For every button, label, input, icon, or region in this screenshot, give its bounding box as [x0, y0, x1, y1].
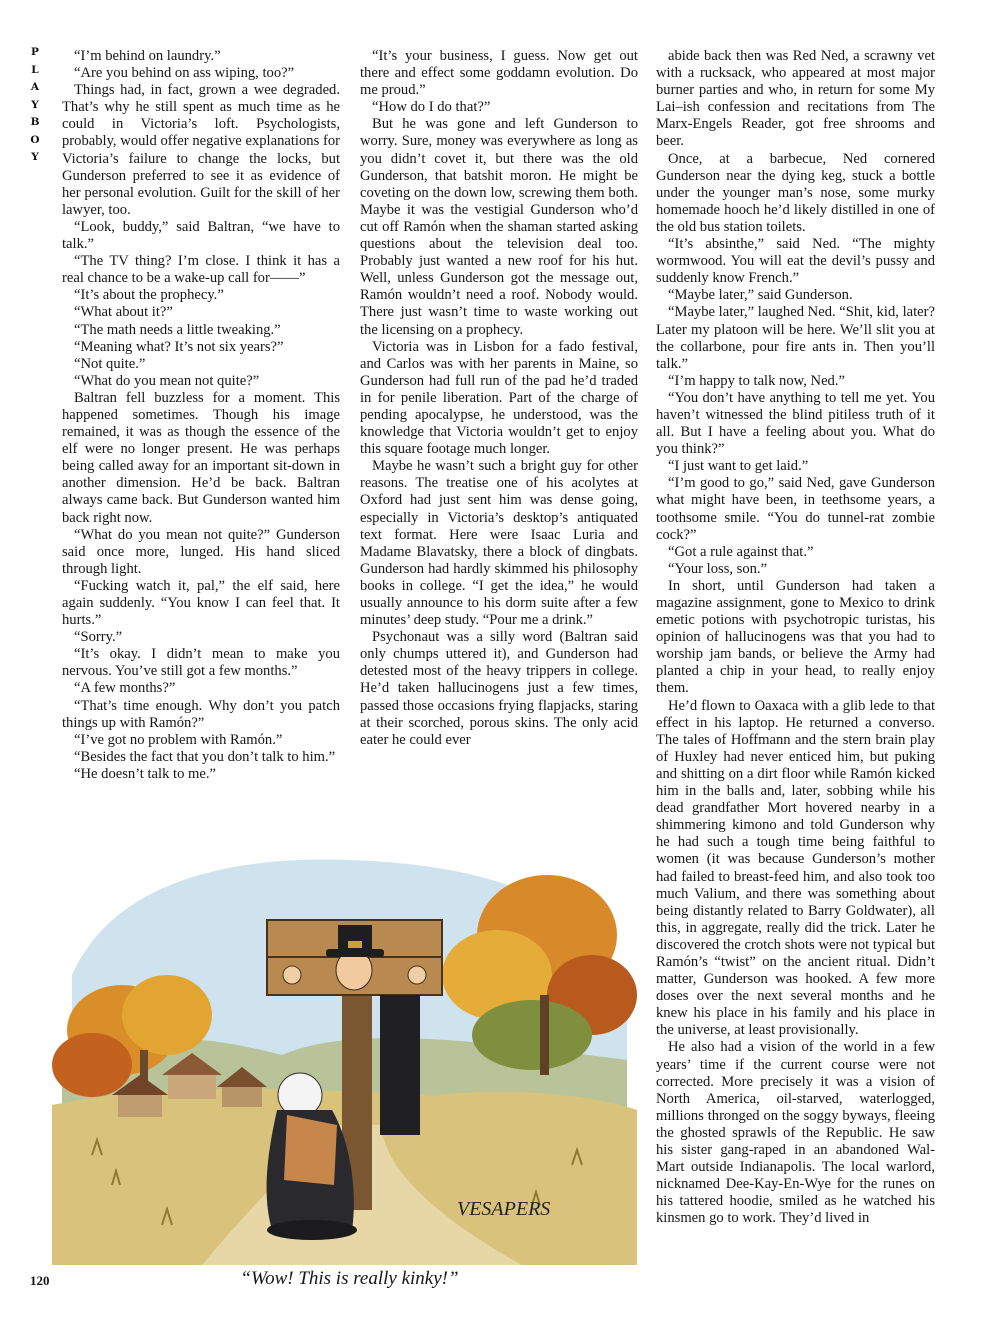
paragraph: “The math needs a little tweaking.” [74, 321, 281, 338]
paragraph: “I’m behind on laundry.” [74, 48, 221, 64]
paragraph: “Your loss, son.” [668, 560, 768, 577]
paragraph: He also had a vision of the world in a few years’ time if the current course were not corrected. More precisely it was a vision of North America, oil-starved, waterlogged, millions thronged on the soggy byways, fleeing the ghosted sprawls of the Republic. He saw his sister gang-raped in an abandoned Wal-Mart outside Indianapolis. The local warlord, nicknamed Dee-Kay-En-Wye for the runes on his tattered hoodie, smiled as he watched his kinsmen go to work. They’d lived in [656, 1039, 935, 1227]
paragraph: Victoria was in Lisbon for a fado festival, and Carlos was with her parents in Maine, so Gunderson had full run of the pad he’d traded in for penile liberation. Part of the charge of pending apocalypse, he understood, was the knowledge that Victoria wouldn’t get to enjoy this square footage much longer. [360, 338, 638, 458]
paragraph: “What do you mean not quite?” Gunderson said once more, lunged. His hand sliced through light. [62, 526, 340, 577]
paragraph: “I’ve got no problem with Ramón.” [74, 731, 283, 748]
paragraph: “It’s about the prophecy.” [74, 287, 224, 304]
paragraph: “You don’t have anything to tell me yet. You haven’t witnessed the blind pitiless truth of it all. But I have a feeling about you. What do you think?” [656, 389, 935, 458]
magazine-running-head [26, 44, 44, 167]
paragraph: Maybe he wasn’t such a bright guy for other reasons. The treatise one of his acolytes at Oxford had just sent him was dense going, especially in Victoria’s desktop’s antiquated text format. Here were Isaac Luria and Madame Blavatsky, there a block of dingbats. Gunderson had hardly skimmed his philosophy books in college. “I get the idea,” he would usually announce to his dorm suite after a few minutes’ deep study. “Pour me a drink.” [360, 458, 638, 629]
paragraph: “I just want to get laid.” [668, 458, 809, 475]
paragraph: “It’s absinthe,” said Ned. “The mighty wormwood. You will eat the devil’s pussy and suddenly know French.” [656, 236, 935, 287]
paragraph: “Look, buddy,” said Baltran, “we have to talk.” [62, 218, 340, 253]
text-column-2 [360, 48, 638, 749]
paragraph: “Fucking watch it, pal,” the elf said, here again suddenly. “You know I can feel that. It hurts.” [62, 577, 340, 629]
cartoon-illustration [52, 825, 637, 1265]
cartoon-caption: “Wow! This is really kinky!” [240, 1268, 459, 1289]
paragraph: Things had, in fact, grown a wee degraded. That’s why he still spent as much time as he could in Victoria’s loft. Psychologists, probably, would offer negative explanations for Victoria’s failure to change the locks, but Gunderson preferred to see it as evidence of her personal evolution. Guilt for the skill of her lawyer, too. [62, 82, 340, 218]
paragraph: “He doesn’t talk to me.” [74, 765, 216, 782]
paragraph: “Meaning what? It’s not six years?” [74, 338, 284, 355]
running-head-letter: O [30, 133, 40, 146]
running-head-letter: P [31, 46, 39, 58]
page-number: 120 [30, 1273, 50, 1288]
paragraph: “I’m happy to talk now, Ned.” [668, 372, 845, 389]
running-head-letter: Y [31, 98, 39, 111]
paragraph: “How do I do that?” [372, 99, 491, 116]
paragraph: abide back then was Red Ned, a scrawny vet with a rucksack, who appeared at most major burner parties and who, in return for some My Lai–ish confession and recitations from The Marx-Engels Reader, got free shrooms and beer. [656, 48, 935, 150]
paragraph: Psychonaut was a silly word (Baltran said only chumps uttered it), and Gunderson had detested most of the heavy trippers in college. He’d taken hallucinogens just a few times, passed those occasions frying flapjacks, staring at their scorched, porous skins. The only acid eater he could ever [360, 629, 638, 748]
paragraph: “The TV thing? I’m close. I think it has a real chance to be a wake-up call for——” [62, 253, 340, 287]
paragraph: “Besides the fact that you don’t talk to him.” [74, 748, 336, 765]
running-head-letter: L [31, 63, 39, 76]
paragraph: He’d flown to Oaxaca with a glib lede to that effect in his laptop. He returned a converso. The tales of Hoffmann and the stern brain play of Huxley had never enticed him, but puking and shitting on a dirt floor while Ramón kicked him in the balls and, later, sobbing while his dead grandfather Mort hovered nearby in a shimmering kimono and told Gunderson why he had such a tough time being faithful to women (it was because Gunderson’s mother had failed to breast-feed him, and also took too much Valium, and there was something about being distantly related to Barry Goldwater), all this, in aggregate, really did the trick. Later he discovered the crotch shots were not typical but Ramón’s “twist” on the ancient ritual. Didn’t matter, Gunderson was hooked. A few more doses over the next several months and he knew his place in his family and his place in the universe, at least provisionally. [656, 697, 935, 1039]
paragraph: Once, at a barbecue, Ned cornered Gunderson near the dying keg, stuck a bottle under the younger man’s nose, some murky homemade hooch he’d likely distilled in one of the old bus station toilets. [656, 150, 935, 235]
text-column-1 [62, 48, 340, 783]
paragraph: “That’s time enough. Why don’t you patch things up with Ramón?” [62, 697, 340, 731]
paragraph: “Got a rule against that.” [668, 543, 814, 560]
paragraph: “It’s your business, I guess. Now get out there and effect some goddamn evolution. Do me proud.” [360, 48, 638, 99]
paragraph: “Sorry.” [74, 629, 123, 646]
paragraph: “I’m good to go,” said Ned, gave Gunderson what might have been, in teethsome years, a toothsome smile. “You do tunnel-rat zombie cock?” [656, 475, 935, 543]
paragraph: “What about it?” [74, 304, 173, 321]
paragraph: “Maybe later,” laughed Ned. “Shit, kid, later? Later my platoon will be here. We’ll slit you at the collarbone, pour fire ants in. Then you’ll talk.” [656, 304, 935, 372]
paragraph: “A few months?” [74, 680, 176, 697]
paragraph: “It’s okay. I didn’t mean to make you nervous. You’ve still got a few months.” [62, 646, 340, 680]
paragraph: But he was gone and left Gunderson to worry. Sure, money was everywhere as long as you didn’t covet it, but there was the old Gunderson, that batshit moron. He might be coveting on the down low, screwing them both. Maybe it was the vestigial Gunderson who’d cut off Ramón when the shaman started asking questions about the television deal too. Probably just wanted a new roof for his hut. Well, unless Gunderson got the message out, Ramón wouldn’t need a roof. Nobody would. There just wasn’t time to waste working out the licensing on a prophecy. [360, 116, 638, 338]
paragraph: “Maybe later,” said Gunderson. [668, 287, 853, 304]
text-column-3 [656, 48, 935, 1227]
cartoonist-signature: VESAPERS [457, 1198, 551, 1220]
paragraph: “What do you mean not quite?” [74, 372, 260, 389]
running-head-letter: A [30, 81, 40, 93]
paragraph: Baltran fell buzzless for a moment. This happened sometimes. Though his image remained, it was as though the essence of the elf were no longer present. He was perhaps being called away for an important sit-down in another dimension. He’d be back. Baltran always came back. But Gunderson wanted him back right now. [62, 389, 340, 526]
running-head-letter: Y [31, 151, 39, 163]
paragraph: In short, until Gunderson had taken a magazine assignment, gone to Mexico to drink emetic potions with psychotropic turistas, his opinion of hallucinogens was that you had to worship jam bands, or believe the Army had planted a chip in your head, to really enjoy them. [656, 577, 935, 697]
paragraph: “Not quite.” [74, 355, 146, 372]
running-head-letter: B [30, 116, 40, 128]
paragraph: “Are you behind on ass wiping, too?” [74, 65, 295, 82]
